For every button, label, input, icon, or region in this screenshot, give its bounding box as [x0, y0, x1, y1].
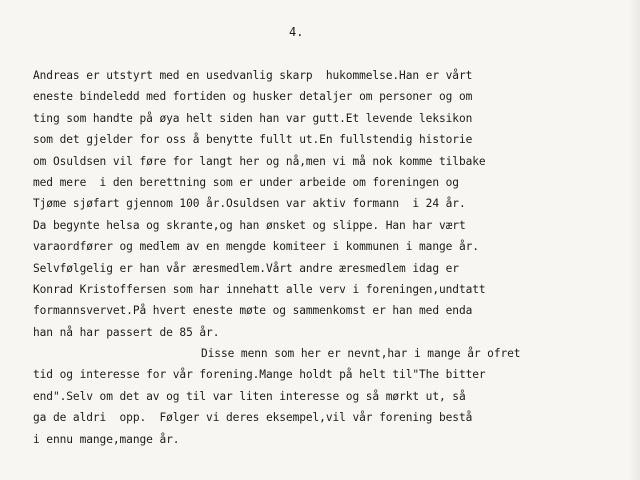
paper-edge-shadow: [628, 0, 640, 480]
text-line: tid og interesse for vår forening.Mange holdt på helt til"The bitter: [33, 368, 486, 382]
text-line: han nå har passert de 85 år.: [33, 325, 220, 339]
text-line: Konrad Kristoffersen som har innehatt alle verv i foreningen,undtatt: [33, 282, 486, 296]
text-line: ting som handte på øya helt siden han var gutt.Et levende leksikon: [33, 111, 473, 125]
text-line: i ennu mange,mange år.: [33, 432, 180, 446]
text-line: eneste bindeledd med fortiden og husker detaljer om personer og om: [33, 90, 473, 104]
page-number: 4.: [289, 25, 304, 39]
document-body: [33, 65, 633, 450]
text-line: Da begynte helsa og skrante,og han ønsket og slippe. Han har vært: [33, 218, 466, 232]
text-line: varaordfører og medlem av en mengde komiteer i kommunen i mange år.: [33, 240, 479, 254]
paragraph-start-line: Disse menn som her er nevnt,har i mange år ofret: [201, 347, 521, 361]
text-line: Tjøme sjøfart gjennom 100 år.Osuldsen var aktiv formann i 24 år.: [33, 197, 466, 211]
text-line: end".Selv om det av og til var liten interesse og så mørkt ut, så: [33, 389, 466, 403]
text-line: ga de aldri opp. Følger vi deres eksempel,vil vår forening bestå: [33, 411, 473, 425]
text-line: om Osuldsen vil føre for langt her og nå,men vi må nok komme tilbake: [33, 154, 486, 168]
text-line: med mere i den berettning som er under arbeide om foreningen og: [33, 175, 459, 189]
text-line: som det gjelder for oss å benytte fullt ut.En fullstendig historie: [33, 133, 473, 147]
text-line: Andreas er utstyrt med en usedvanlig skarp hukommelse.Han er vårt: [33, 69, 473, 82]
text-line: formannsvervet.På hvert eneste møte og sammenkomst er han med enda: [33, 304, 473, 318]
text-line: Selvfølgelig er han vår æresmedlem.Vårt andre æresmedlem idag er: [33, 261, 459, 275]
